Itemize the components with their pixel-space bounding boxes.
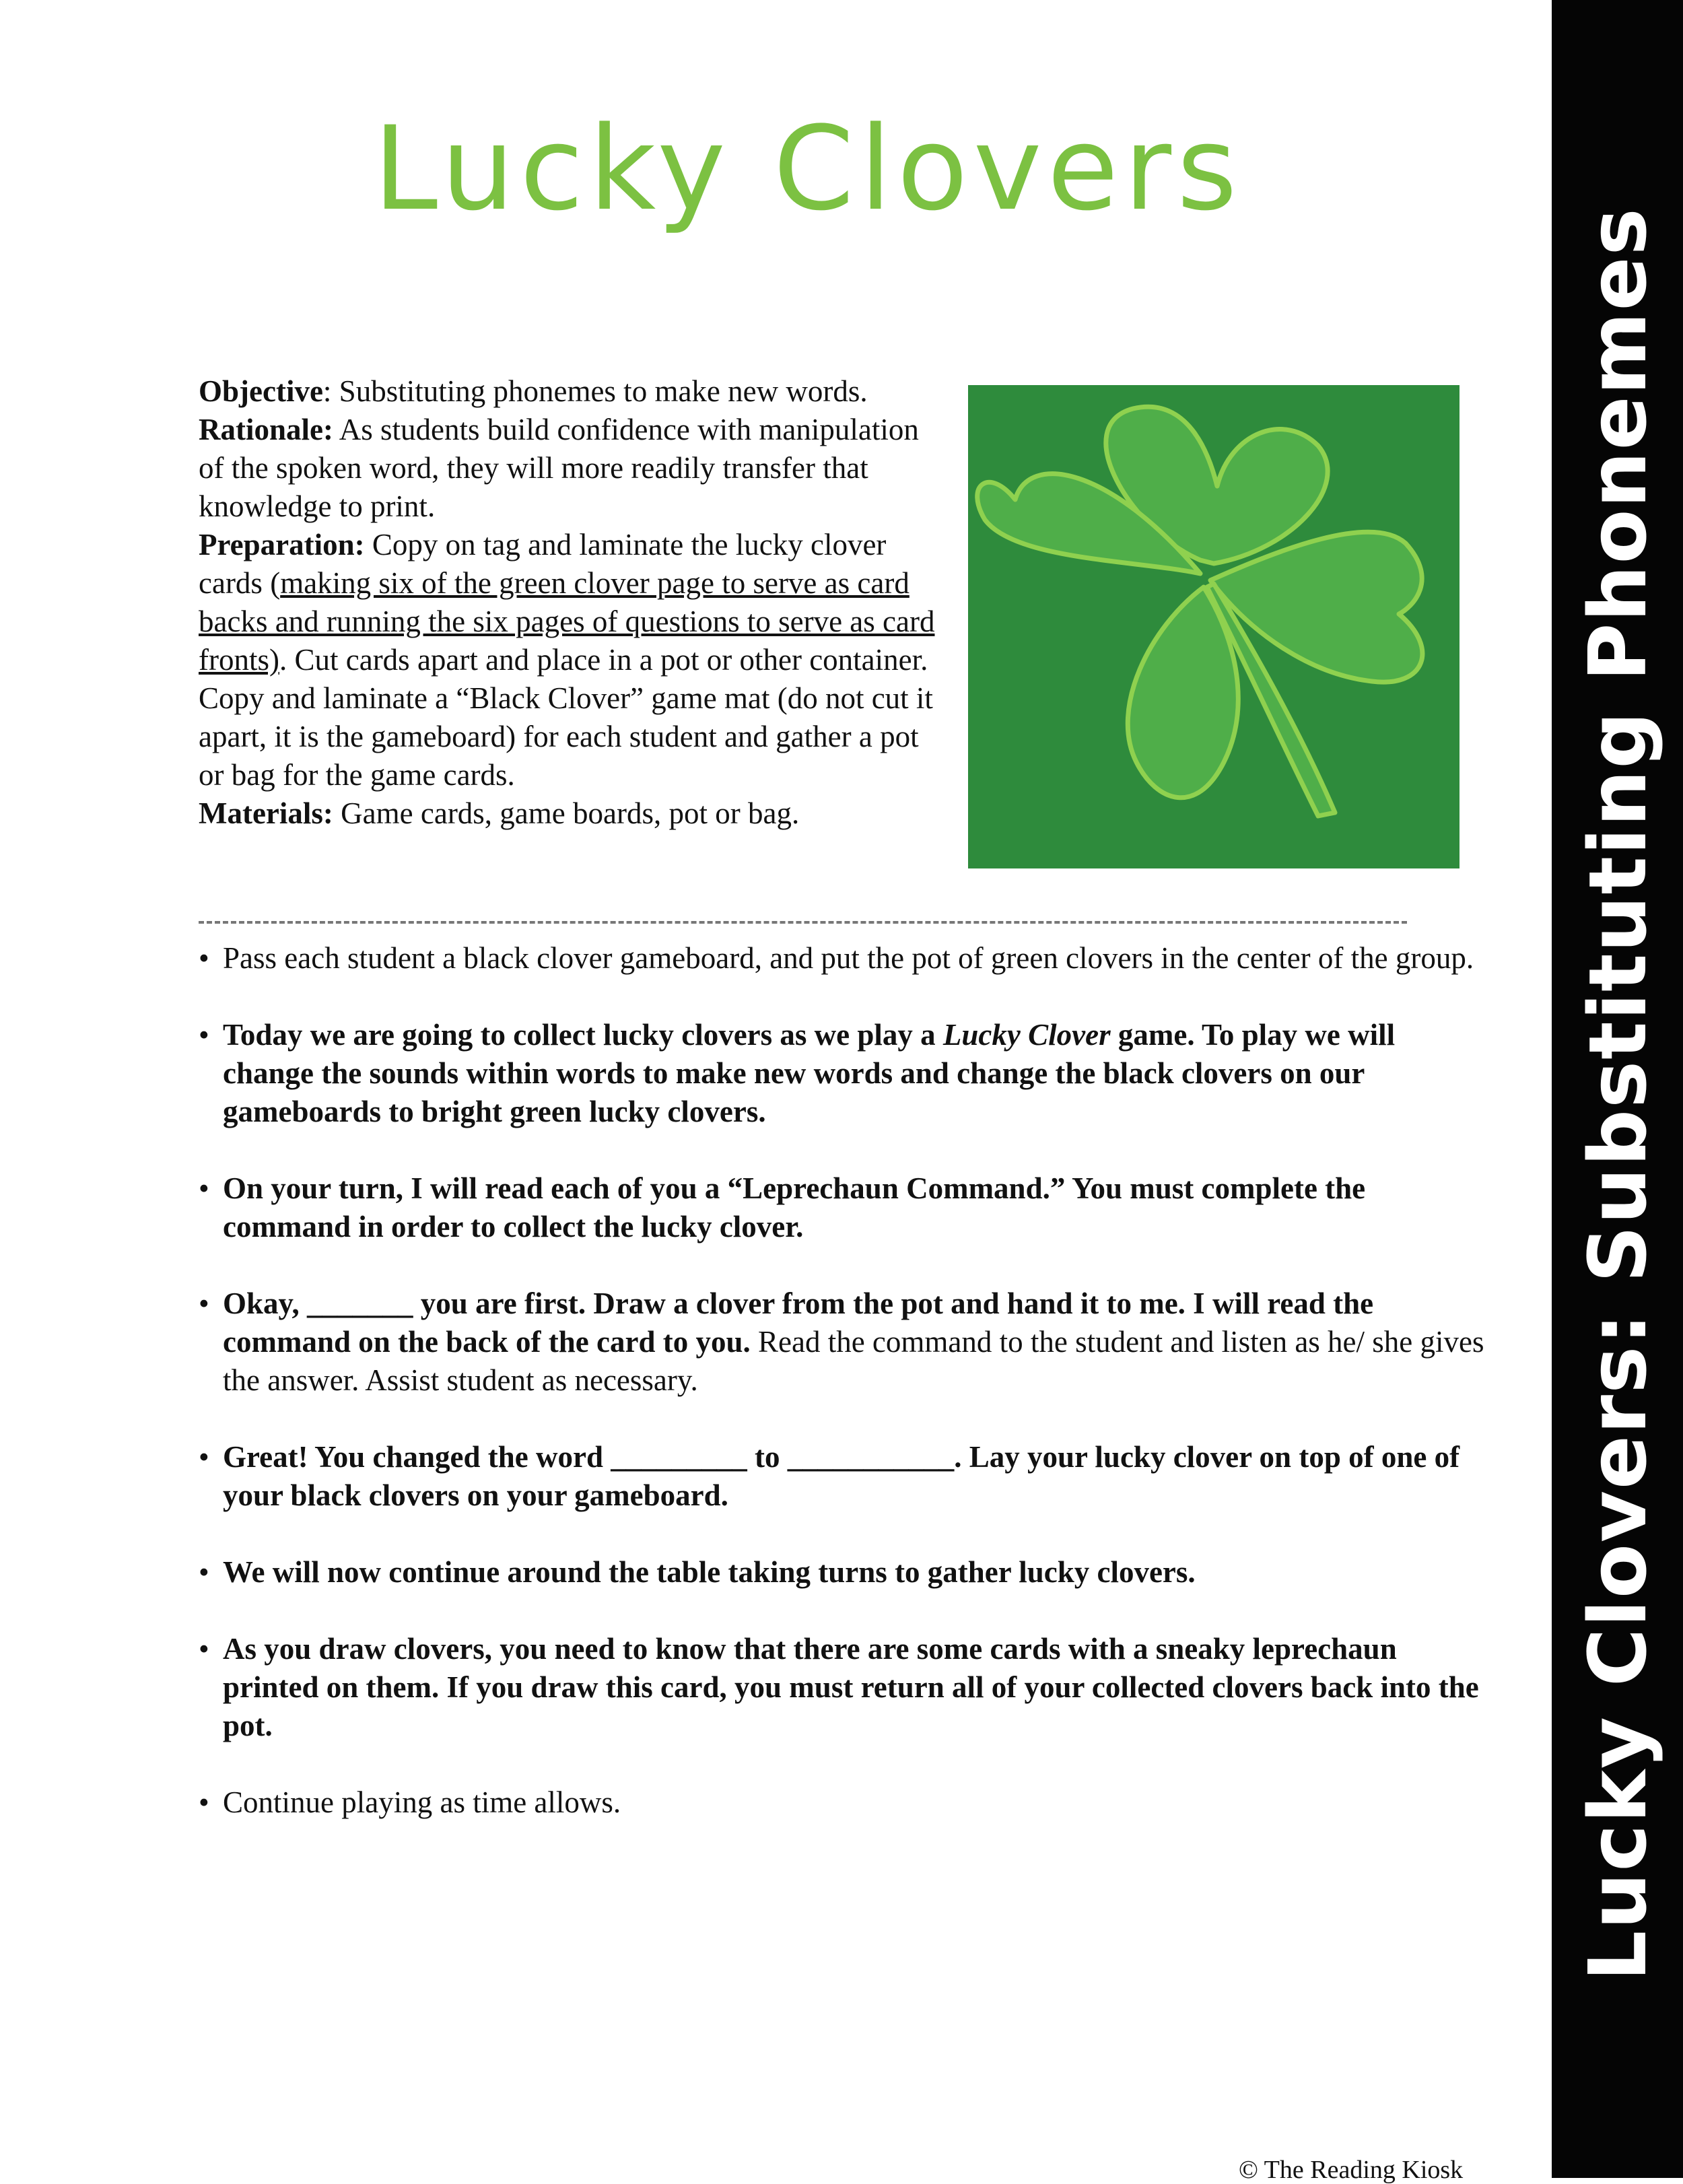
list-item: • Today we are going to collect lucky clovers as we play a Lucky Clover game. To play we will change the sounds within words to make new words and change the black clovers on our gameboards to bright green lucky clovers.: [199, 1016, 1491, 1131]
list-item: • Continue playing as time allows.: [199, 1783, 1491, 1822]
list-item: • Okay, _______ you are first. Draw a clover from the pot and hand it to me. I will read the command on the back of the card to you. Read the command to the student and listen as he/ she gives the answer. Assist student as necessary.: [199, 1285, 1491, 1400]
preparation-label: Preparation:: [199, 528, 365, 561]
sidebar-banner: [1552, 0, 1683, 2178]
list-item: • As you draw clovers, you need to know that there are some cards with a sneaky leprechaun printed on them. If you draw this card, you must return all of your collected clovers back into the pot.: [199, 1630, 1491, 1745]
materials-label: Materials:: [199, 796, 333, 830]
objective-label: Objective: [199, 374, 323, 408]
shamrock-icon: [968, 385, 1459, 868]
instruction-list: [199, 939, 1491, 1860]
preparation-text: Copy on tag and laminate the lucky clover cards (: [199, 528, 887, 600]
list-item: • Pass each student a black clover gameboard, and put the pot of green clovers in the center of the group.: [199, 939, 1491, 978]
rationale-text: As students build confidence with manipulation of the spoken word, they will more readily transfer that knowledge to print.: [199, 413, 919, 523]
sidebar-title: Lucky Clovers: Substituting Phonemes: [1571, 207, 1664, 1981]
copyright-footer: © The Reading Kiosk: [1239, 2156, 1464, 2184]
rationale-label: Rationale:: [199, 413, 333, 446]
intro-section: [199, 372, 946, 833]
list-item: • On your turn, I will read each of you a “Leprechaun Command.” You must complete the command in order to collect the lucky clover.: [199, 1169, 1491, 1246]
objective-text: : Substituting phonemes to make new words.: [322, 374, 868, 408]
section-divider: [199, 921, 1407, 924]
page-title: Lucky Clovers: [373, 101, 1243, 236]
list-item: • We will now continue around the table taking turns to gather lucky clovers.: [199, 1553, 1491, 1592]
shamrock-image: [968, 385, 1459, 868]
preparation-text-continued: . Cut cards apart and place in a pot or other container. Copy and laminate a “Black Clover” game mat (do not cut it apart, it is the gameboard) for each student and gather a pot or bag for the game cards.: [199, 643, 933, 792]
materials-text: Game cards, game boards, pot or bag.: [333, 796, 800, 830]
preparation-underlined-text: making six of the green clover page to serve as card backs and running the six pages of questions to serve as card fronts): [199, 566, 935, 677]
list-item: • Great! You changed the word _________ to ___________. Lay your lucky clover on top of one of your black clovers on your gameboard.: [199, 1438, 1491, 1515]
